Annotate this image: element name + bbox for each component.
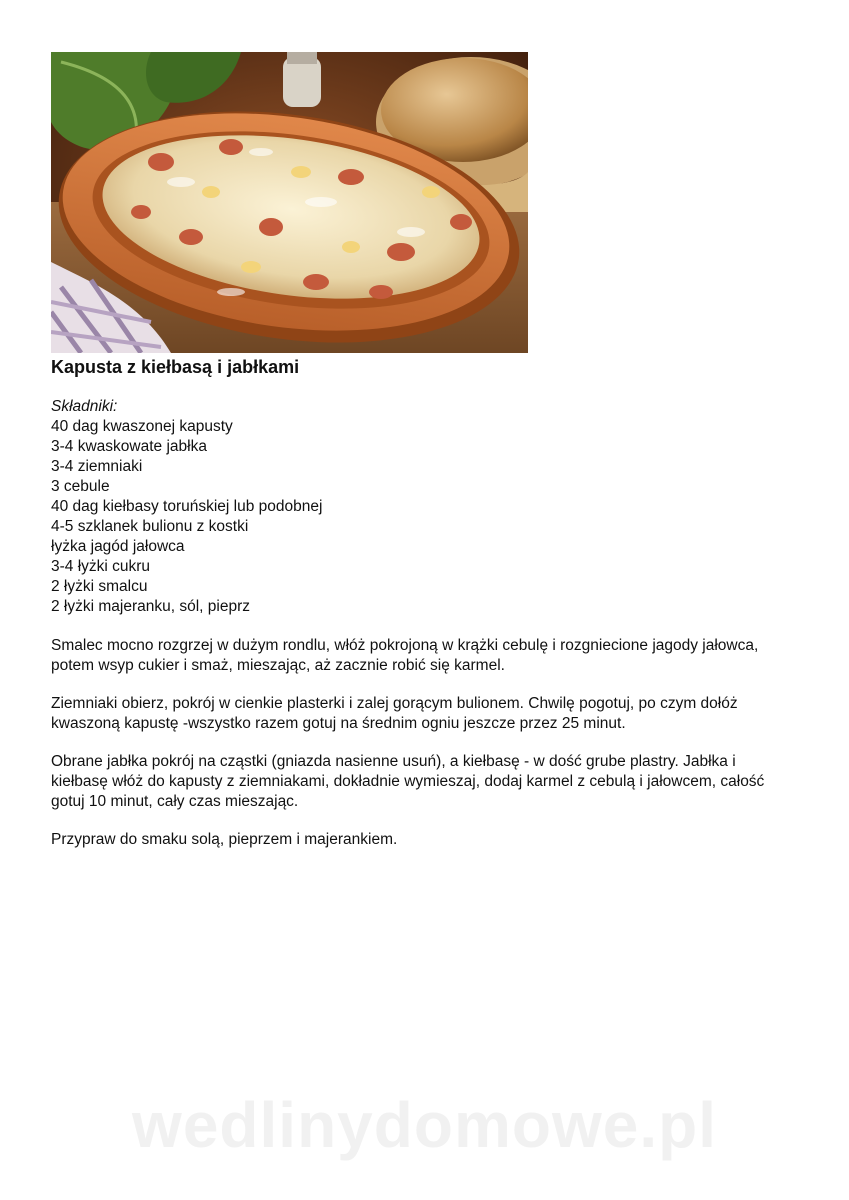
ingredients-list (51, 417, 322, 617)
instructions-section (51, 636, 796, 868)
ingredient-item: 40 dag kiełbasy toruńskiej lub podobnej (51, 498, 323, 515)
ingredient-item: 2 łyżki smalcu (51, 578, 148, 595)
recipe-photo (51, 52, 528, 353)
site-watermark: wedlinydomowe.pl (132, 1089, 717, 1161)
ingredient-item: 40 dag kwaszonej kapusty (51, 418, 233, 435)
ingredients-section (51, 397, 322, 617)
ingredient-item: 3 cebule (51, 478, 110, 495)
instruction-step: Przypraw do smaku solą, pieprzem i majerankiem. (51, 831, 398, 848)
food-photo-icon (51, 52, 528, 353)
ingredient-item: 4-5 szklanek bulionu z kostki (51, 518, 249, 535)
instruction-step: Ziemniaki obierz, pokrój w cienkie plasterki i zalej gorącym bulionem. Chwilę pogotuj, po czym dołóż kwaszoną kapustę -wszystko razem gotuj na średnim ogniu jeszcze przez 25 minut. (51, 695, 738, 732)
instruction-step: Obrane jabłka pokrój na cząstki (gniazda nasienne usuń), a kiełbasę - w dość grube plastry. Jabłka i kiełbasę włóż do kapusty z ziemniakami, dokładnie wymieszaj, dodaj karmel z cebulą i jałowcem, całość gotuj 10 minut, cały czas mieszając. (51, 753, 765, 810)
recipe-title: Kapusta z kiełbasą i jabłkami (51, 357, 300, 377)
instruction-step: Smalec mocno rozgrzej w dużym rondlu, włóż pokrojoną w krążki cebulę i rozgniecione jagody jałowca, potem wsyp cukier i smaż, mieszając, aż zacznie robić się karmel. (51, 637, 759, 674)
ingredient-item: łyżka jagód jałowca (51, 538, 185, 555)
ingredient-item: 2 łyżki majeranku, sól, pieprz (51, 598, 250, 615)
ingredients-label: Składniki: (51, 398, 118, 415)
ingredient-item: 3-4 ziemniaki (51, 458, 143, 475)
ingredient-item: 3-4 kwaskowate jabłka (51, 438, 207, 455)
ingredient-item: 3-4 łyżki cukru (51, 558, 151, 575)
